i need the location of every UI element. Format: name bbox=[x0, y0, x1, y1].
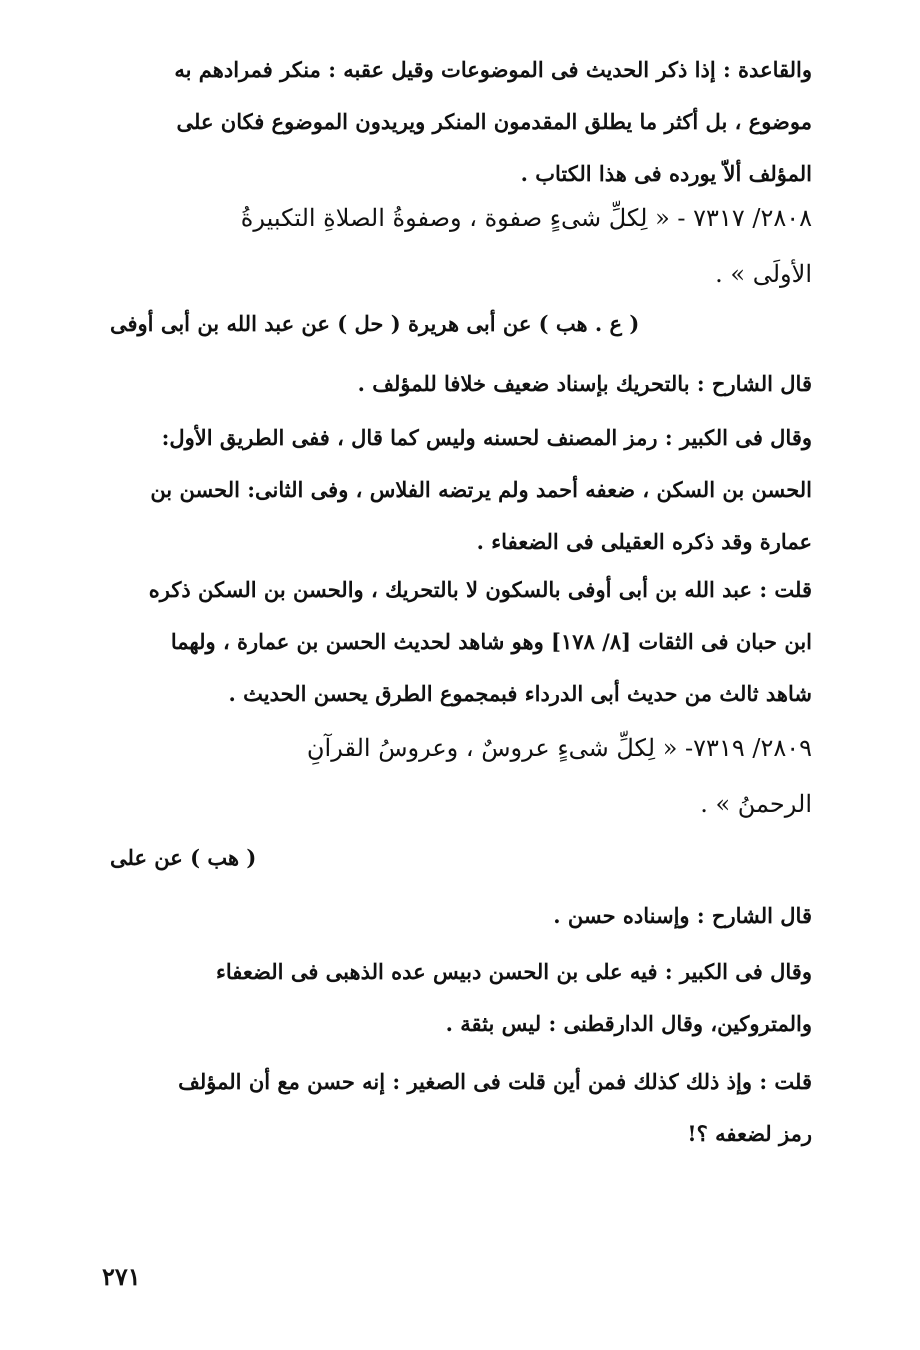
text-line: والمتروكين، وقال الدارقطنى : ليس بثقة . bbox=[445, 1011, 812, 1036]
paragraph-kabir-1 bbox=[100, 412, 812, 568]
text-line: قلت : وإذ ذلك كذلك فمن أين قلت فى الصغير : إنه حسن مع أن المؤلف bbox=[178, 1069, 812, 1094]
text-line: الحسن بن السكن ، ضعفه أحمد ولم يرتضه الفلاس ، وفى الثانى: الحسن بن bbox=[150, 477, 812, 502]
hadith-2808 bbox=[100, 190, 812, 302]
paragraph-sharih-1 bbox=[100, 358, 812, 410]
paragraph-sharih-2 bbox=[100, 890, 812, 942]
page-number: ٢٧١ bbox=[102, 1262, 141, 1291]
text-line: رمز لضعفه ؟! bbox=[687, 1121, 812, 1146]
text-line: قال الشارح : وإسناده حسن . bbox=[553, 903, 812, 928]
paragraph-kabir-2 bbox=[100, 946, 812, 1050]
text-line: ابن حبان فى الثقات [٨/ ١٧٨] وهو شاهد لحديث الحسن بن عمارة ، ولهما bbox=[170, 629, 812, 654]
hadith-line: الرحمنُ » . bbox=[700, 790, 812, 818]
source-2808 bbox=[110, 298, 812, 350]
text-line: عمارة وقد ذكره العقيلى فى الضعفاء . bbox=[476, 529, 812, 554]
text-line: وقال فى الكبير : رمز المصنف لحسنه وليس كما قال ، ففى الطريق الأول: bbox=[161, 425, 812, 450]
paragraph-qultu-1 bbox=[100, 564, 812, 720]
text-line: والقاعدة : إذا ذكر الحديث فى الموضوعات وقيل عقبه : منكر فمرادهم به bbox=[174, 57, 812, 82]
hadith-line: ٢٨٠٩/ ٧٣١٩- « لِكلِّ شىءٍ عروسٌ ، وعروسُ القرآنِ bbox=[306, 734, 812, 762]
text-line: شاهد ثالث من حديث أبى الدرداء فبمجموع الطرق يحسن الحديث . bbox=[228, 681, 812, 706]
source-line: ( هب ) عن على bbox=[110, 845, 257, 870]
text-line: موضوع ، بل أكثر ما يطلق المقدمون المنكر ويريدون الموضوع فكان على bbox=[176, 109, 812, 134]
text-line: المؤلف ألاّ يورده فى هذا الكتاب . bbox=[520, 161, 812, 186]
paragraph-qultu-2 bbox=[100, 1056, 812, 1160]
hadith-2809 bbox=[100, 720, 812, 832]
hadith-line: ٢٨٠٨/ ٧٣١٧ - « لِكلِّ شىءٍ صفوة ، وصفوةُ الصلاةِ التكبيرةُ bbox=[240, 204, 812, 232]
text-line: قلت : عبد الله بن أبى أوفى بالسكون لا بالتحريك ، والحسن بن السكن ذكره bbox=[148, 577, 812, 602]
text-line: قال الشارح : بالتحريك بإسناد ضعيف خلافا للمؤلف . bbox=[357, 371, 812, 396]
hadith-line: الأولَى » . bbox=[715, 260, 812, 288]
source-line: ( ع . هب ) عن أبى هريرة ( حل ) عن عبد الله بن أبى أوفى bbox=[110, 311, 640, 336]
paragraph-rule bbox=[100, 44, 812, 200]
text-line: وقال فى الكبير : فيه على بن الحسن دبيس عده الذهبى فى الضعفاء bbox=[216, 959, 812, 984]
source-2809 bbox=[110, 832, 812, 884]
